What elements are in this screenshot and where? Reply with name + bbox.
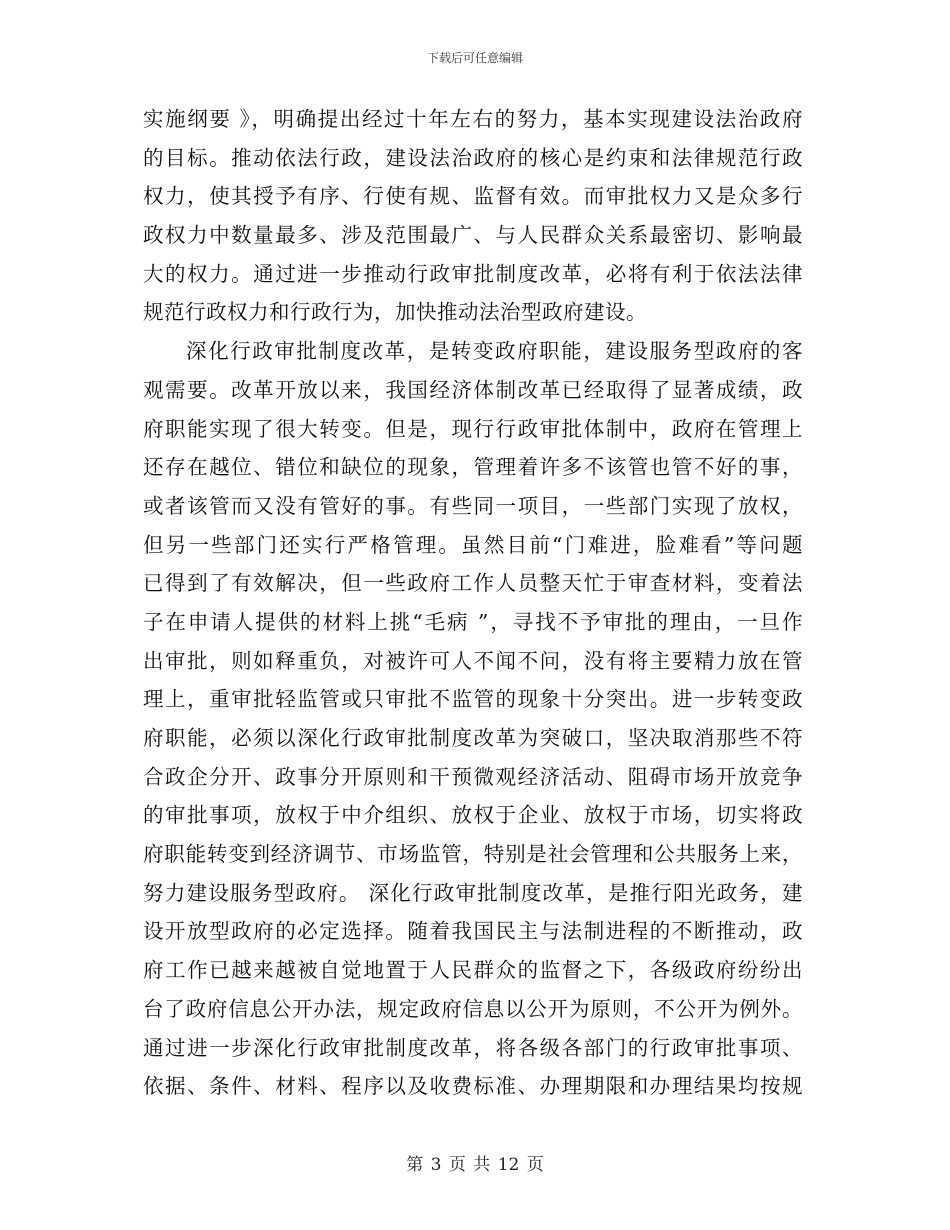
page-header: 下载后可任意编辑 [426, 51, 523, 65]
body-line: 还存在越位、错位和缺位的现象，管理着许多不该管也管不好的事， [143, 455, 803, 480]
body-line: 实施纲要 》，明确提出经过十年左右的努力，基本实现建设法治政府 [143, 107, 803, 131]
body-line: 府工作已越来越被自觉地置于人民群众的监督之下，各级政府纷纷出 [143, 958, 803, 983]
body-line: 政权力中数量最多、涉及范围最广、与人民群众关系最密切、影响最 [143, 223, 803, 248]
body-line: 子在申请人提供的材料上挑“毛病 ”，寻找不予审批的理由，一旦作 [143, 609, 803, 634]
body-line: 理上，重审批轻监管或只审批不监管的现象十分突出。进一步转变政 [143, 687, 803, 712]
body-line: 权力，使其授予有序、行使有规、监督有效。而审批权力又是众多行 [143, 184, 803, 209]
body-line: 府职能，必须以深化行政审批制度改革为突破口，坚决取消那些不符 [143, 726, 803, 750]
body-line: 府职能转变到经济调节、市场监管，特别是社会管理和公共服务上来， [143, 842, 803, 867]
body-line: 的审批事项，放权于中介组织、放权于企业、放权于市场，切实将政 [143, 803, 803, 828]
paragraph-start-line: 深化行政审批制度改革，是转变政府职能，建设服务型政府的客 [186, 339, 803, 364]
body-line: 规范行政权力和行政行为，加快推动法治型政府建设。 [143, 300, 647, 325]
body-line: 观需要。改革开放以来，我国经济体制改革已经取得了显著成绩，政 [143, 377, 803, 402]
body-line: 设开放型政府的必定选择。随着我国民主与法制进程的不断推动，政 [143, 919, 803, 944]
body-line: 已得到了有效解决，但一些政府工作人员整天忙于审查材料，变着法 [143, 571, 803, 596]
document-body [143, 100, 803, 1106]
body-line: 府职能实现了很大转变。但是，现行行政审批体制中，政府在管理上 [143, 416, 803, 441]
body-line: 大的权力。通过进一步推动行政审批制度改革，必将有利于依法法律 [143, 261, 803, 286]
body-line: 努力建设服务型政府。 深化行政审批制度改革，是推行阳光政务，建 [143, 880, 803, 905]
body-line: 通过进一步深化行政审批制度改革，将各级各部门的行政审批事项、 [143, 1035, 803, 1060]
body-line: 台了政府信息公开办法，规定政府信息以公开为原则，不公开为例外。 [143, 996, 803, 1021]
body-line: 或者该管而又没有管好的事。有些同一项目，一些部门实现了放权， [143, 493, 803, 518]
body-line: 的目标。推动依法行政，建设法治政府的核心是约束和法律规范行政 [143, 145, 803, 170]
body-line: 但另一些部门还实行严格管理。虽然目前“门难进，脸难看”等问题 [143, 532, 803, 557]
body-line: 依据、条件、材料、程序以及收费标准、办理期限和办理结果均按规 [143, 1074, 803, 1099]
body-line: 出审批，则如释重负，对被许可人不闻不问，没有将主要精力放在管 [143, 648, 803, 673]
page-number-footer: 第 3 页 共 12 页 [406, 1155, 544, 1175]
body-line: 合政企分开、政事分开原则和干预微观经济活动、阻碍市场开放竞争 [143, 764, 803, 789]
